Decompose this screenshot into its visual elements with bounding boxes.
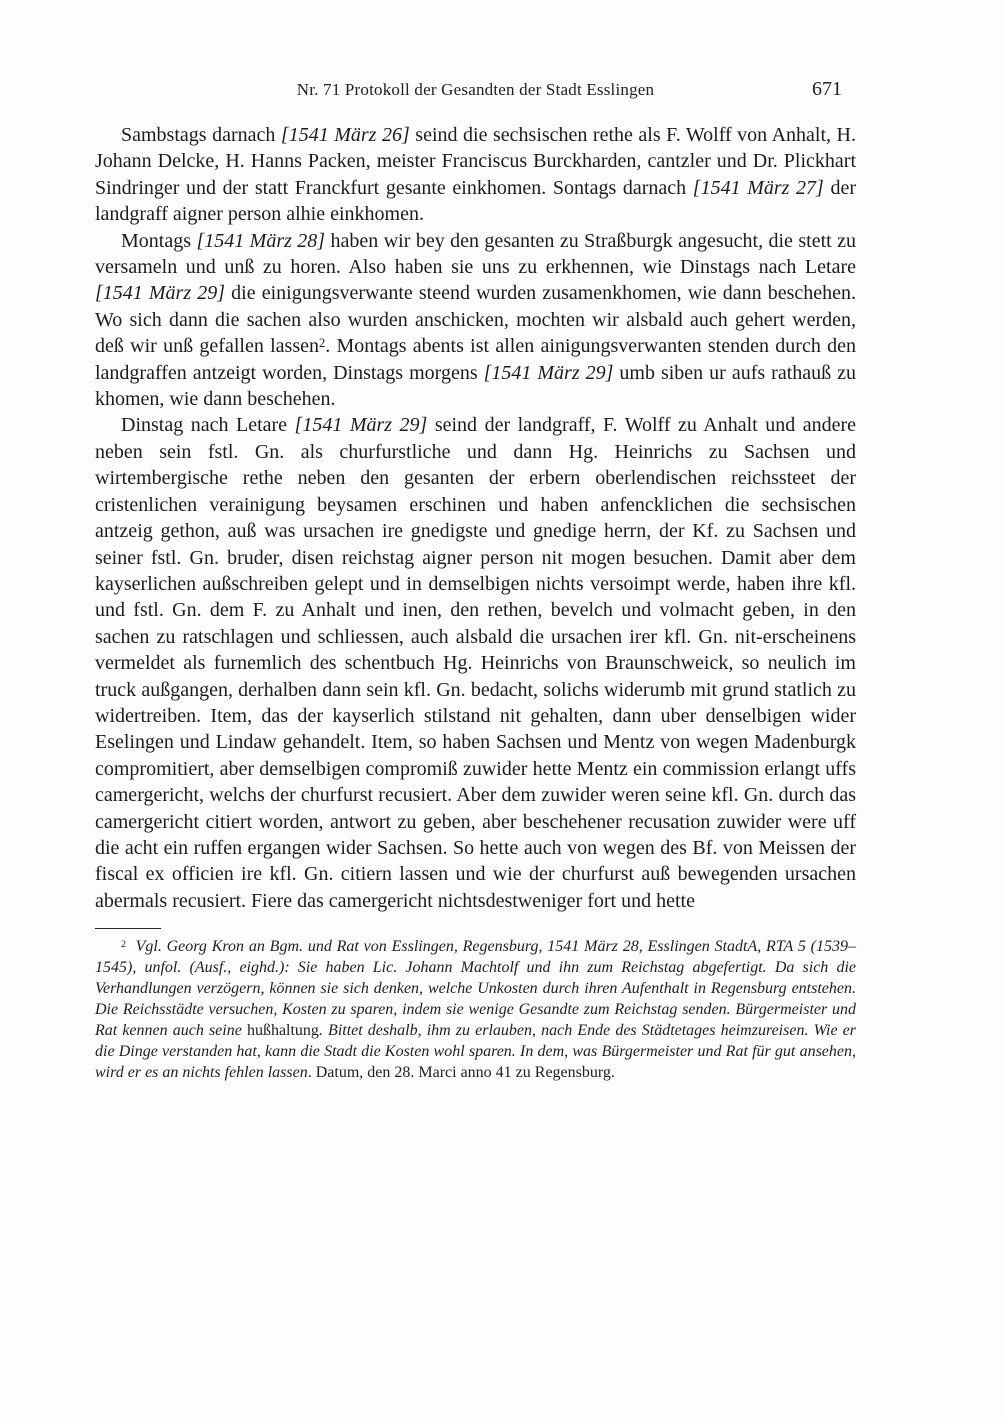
page-header xyxy=(95,78,856,106)
page-number: 671 xyxy=(812,78,842,100)
document-body xyxy=(95,122,856,914)
paragraph-2: Montags [1541 März 28] haben wir bey den gesanten zu Straßburgk angesucht, die stett zu versameln und unß zu horen. Also haben sie uns zu erkhennen, wie Dinstags nach Letare [1541 März 29] die einigungsverwante steend wurden zusamenkhomen, wie dann beschehen. Wo sich dann die sachen also wurden anschicken, mochten wir alsbald auch gehert werden, deß wir unß gefallen lassen$^2$. Montags abents ist allen ainigungsverwanten stenden durch den landgraffen antzeigt worden, Dinstags morgens [1541 März 29] umb siben ur aufs rathauß zu khomen, wie dann beschehen. xyxy=(95,229,857,411)
footnote-section xyxy=(95,928,856,1083)
footnote-2: $^2$ Vgl. Georg Kron an Bgm. und Rat von Esslingen, Regensburg, 1541 März 28, Esslingen StadtA, RTA 5 (1539–1545), unfol. (Ausf., eighd.): Sie haben Lic. Johann Machtolf und ihn zum Reichstag abgefertigt. Da sich die Verhandlungen verzögern, können sie sich denken, welche Unkosten durch ihren Aufenthalt in Regensburg entstehen. Die Reichsstädte versuchen, Kosten zu sparen, indem sie wenige Gesandte zum Reichstag senden. Bürgermeister und Rat kennen auch seine hußhaltung. Bittet deshalb, ihm zu erlauben, nach Ende des Städtetages heimzureisen. Wie er die Dinge verstanden hat, kann die Stadt die Kosten wohl sparen. In dem, was Bürgermeister und Rat für gut ansehen, wird er es an nichts fehlen lassen. Datum, den 28. Marci anno 41 zu Regensburg. xyxy=(95,938,856,1082)
paragraph-1: Sambstags darnach [1541 März 26] seind die sechsischen rethe als F. Wolff von Anhalt, H. Johann Delcke, H. Hanns Packen, meister Franciscus Burckharden, cantzler und Dr. Plickhart Sindringer und der statt Franckfurt gesante einkhomen. Sontags darnach [1541 März 27] der landgraff aigner person alhie einkhomen. xyxy=(95,124,857,226)
footnote-separator-rule xyxy=(95,928,161,929)
running-title: Nr. 71 Protokoll der Gesandten der Stadt Esslingen xyxy=(296,80,655,99)
paragraph-3: Dinstag nach Letare [1541 März 29] seind der landgraff, F. Wolff zu Anhalt und andere neben sein fstl. Gn. als churfurstliche und dann Hg. Heinrichs zu Sachsen und wirtembergische rethe neben den gesanten der erbern oberlendischen reichssteet der cristenlichen verainigung beysamen erschinen und haben anfencklichen die sechsischen antzeig gethon, auß was ursachen ire gnedigste und gnedige herrn, der Kf. zu Sachsen und seiner fstl. Gn. bruder, disen reichstag aigner person nit mogen besuchen. Damit aber dem kayserlichen außschreiben gelept und in demselbigen nichts versoimpt werde, haben ihre kfl. und fstl. Gn. dem F. zu Anhalt und inen, den rethen, bevelch und volmacht geben, in den sachen zu ratschlagen und schliessen, auch alsbald die ursachen irer kfl. Gn. nit-erscheinens vermeldet als furnemlich des schentbuch Hg. Heinrichs von Braunschweick, so neulich im truck außgangen, derhalben dann sein kfl. Gn. bedacht, solichs widerumb mit grund statlich zu widertreiben. Item, das der kayserlich stilstand nit gehalten, dann uber denselbigen wider Eselingen und Lindaw gehandelt. Item, so haben Sachsen und Mentz von wegen Madenburgk compromitiert, aber demselbigen compromiß zuwider hette Mentz ein commission erlangt uffs camergericht, welchs der churfurst recusiert. Aber dem zuwider weren seine kfl. Gn. durch das camergericht citiert worden, antwort zu geben, aber beschehener recusation zuwider were uff die acht ein ruffen ergangen wider Sachsen. So hette auch von wegen des Bf. von Meissen der fiscal ex officien ire kfl. Gn. citiern lassen und wie der churfurst auß bewegenden ursachen abermals recusiert. Fiere das camergericht nichtsdestweniger fort und hette xyxy=(95,414,856,912)
